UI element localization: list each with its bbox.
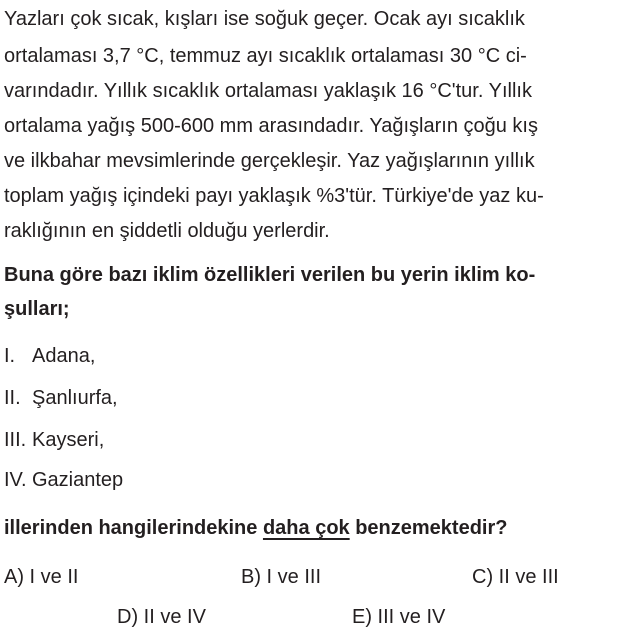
- passage-line: raklığının en şiddetli olduğu yerlerdir.: [4, 220, 330, 242]
- question-line: Buna göre bazı iklim özellikleri verilen bu yerin iklim ko-: [4, 264, 536, 286]
- passage-line: Yazları çok sıcak, kışları ise soğuk geçer. Ocak ayı sıcaklık: [4, 8, 525, 30]
- list-item: [4, 427, 104, 453]
- list-numeral: II.: [4, 387, 21, 409]
- passage-line: ortalaması 3,7 °C, temmuz ayı sıcaklık ortalaması 30 °C ci-: [4, 45, 527, 67]
- option-d[interactable]: D) II ve IV: [117, 606, 206, 628]
- list-numeral: I.: [4, 345, 16, 367]
- list-item-text: Kayseri,: [32, 429, 105, 451]
- list-item-text: Şanlıurfa,: [32, 387, 118, 409]
- list-item: [4, 467, 123, 493]
- closing-question: [4, 515, 507, 541]
- emphasis-text: daha çok: [262, 517, 350, 539]
- question-page: [4, 0, 612, 638]
- list-item: [4, 343, 95, 369]
- closing-text: benzemektedir?: [349, 517, 508, 539]
- list-numeral: III.: [4, 429, 27, 451]
- list-numeral: IV.: [4, 469, 27, 491]
- passage-line: ortalama yağış 500-600 mm arasındadır. Yağışların çoğu kış: [4, 115, 538, 137]
- list-item: [4, 385, 118, 411]
- option-b[interactable]: B) I ve III: [241, 566, 322, 588]
- option-a[interactable]: A) I ve II: [4, 566, 79, 588]
- passage-line: ve ilkbahar mevsimlerinde gerçekleşir. Yaz yağışlarının yıllık: [4, 150, 535, 172]
- closing-text: illerinden hangilerindekine: [4, 517, 263, 539]
- option-c[interactable]: C) II ve III: [472, 566, 559, 588]
- list-item-text: Gaziantep: [32, 469, 124, 491]
- list-item-text: Adana,: [32, 345, 96, 367]
- option-e[interactable]: E) III ve IV: [352, 606, 446, 628]
- passage-line: toplam yağış içindeki payı yaklaşık %3'tür. Türkiye'de yaz ku-: [4, 185, 544, 207]
- passage-line: varındadır. Yıllık sıcaklık ortalaması yaklaşık 16 °C'tur. Yıllık: [4, 80, 532, 102]
- question-line: şulları;: [4, 298, 70, 320]
